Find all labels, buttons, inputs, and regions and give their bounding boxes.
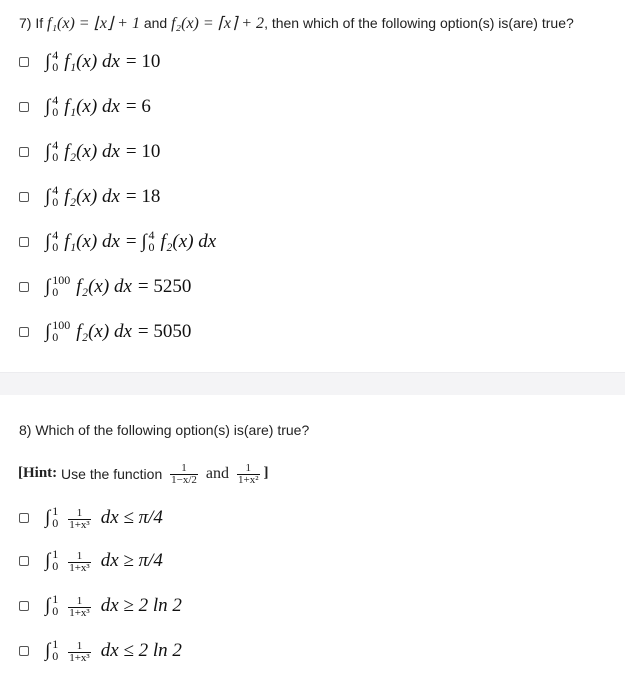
checkbox[interactable] bbox=[19, 237, 29, 247]
integral-sign: ∫ bbox=[45, 595, 51, 616]
checkbox[interactable] bbox=[19, 646, 29, 656]
question-7-stem bbox=[19, 13, 574, 33]
hint-label: Hint: bbox=[23, 465, 58, 481]
integrand: f₂(x) dx bbox=[76, 276, 132, 297]
upper-limit: 4 bbox=[52, 138, 59, 152]
upper-limit: 1 bbox=[52, 504, 59, 518]
checkbox[interactable] bbox=[19, 601, 29, 611]
lower-limit: 0 bbox=[52, 195, 59, 209]
hint-f1-den: 1−x/2 bbox=[171, 474, 197, 486]
checkbox[interactable] bbox=[19, 57, 29, 67]
integral-sign: ∫ bbox=[45, 507, 51, 528]
checkbox[interactable] bbox=[19, 282, 29, 292]
lower-limit: 0 bbox=[52, 330, 59, 344]
rhs-integrand: f₂(x) dx bbox=[160, 231, 217, 252]
question-8-stem: 8) Which of the following option(s) is(are) true? bbox=[19, 422, 310, 438]
integrand: f₂(x) dx bbox=[76, 321, 132, 342]
rhs: dx ≥ 2 ln 2 bbox=[100, 595, 182, 616]
lower-limit: 0 bbox=[52, 60, 59, 74]
checkbox[interactable] bbox=[19, 147, 29, 157]
rhs-integral-sign: = ∫ bbox=[125, 231, 147, 252]
checkbox[interactable] bbox=[19, 102, 29, 112]
rhs: dx ≤ π/4 bbox=[100, 507, 163, 528]
fraction-den: 1+x³ bbox=[69, 651, 90, 664]
stem-prefix: 7) If bbox=[19, 15, 48, 31]
lower-limit: 0 bbox=[52, 285, 59, 299]
integrand: f₁(x) dx bbox=[64, 51, 120, 72]
upper-limit: 1 bbox=[52, 637, 59, 651]
fraction-num: 1 bbox=[76, 506, 83, 519]
lower-limit: 0 bbox=[52, 516, 59, 530]
rhs: = 5050 bbox=[137, 321, 192, 342]
fraction-den: 1+x³ bbox=[69, 606, 90, 619]
hint-and: and bbox=[205, 464, 229, 482]
upper-limit: 1 bbox=[52, 592, 59, 606]
checkbox[interactable] bbox=[19, 513, 29, 523]
integral-sign: ∫ bbox=[45, 550, 51, 571]
upper-limit: 1 bbox=[52, 547, 59, 561]
stem-connector: and bbox=[139, 15, 172, 31]
f2-definition: f₂(x) = ⌈x⌉ + 2 bbox=[171, 15, 265, 32]
q7-option-3[interactable] bbox=[19, 137, 160, 167]
q7-option-6[interactable] bbox=[19, 272, 191, 302]
q8-option-4[interactable] bbox=[19, 636, 182, 666]
q7-option-2[interactable] bbox=[19, 92, 151, 122]
integrand: f₁(x) dx bbox=[64, 96, 120, 117]
integral-sign: ∫ bbox=[45, 96, 51, 117]
rhs: = 6 bbox=[125, 96, 151, 117]
hint-f2-den: 1+x² bbox=[238, 474, 259, 486]
rhs: dx ≤ 2 ln 2 bbox=[100, 640, 182, 661]
fraction-den: 1+x³ bbox=[69, 518, 90, 531]
hint-line bbox=[18, 462, 269, 485]
rhs-lower-limit: 0 bbox=[148, 240, 155, 254]
lower-limit: 0 bbox=[52, 604, 59, 618]
integral-sign: ∫ bbox=[45, 321, 51, 342]
integrand: f₂(x) dx bbox=[64, 186, 120, 207]
q7-option-4[interactable] bbox=[19, 182, 160, 212]
checkbox[interactable] bbox=[19, 192, 29, 202]
hint-text: Use the function bbox=[57, 465, 167, 482]
integrand: f₂(x) dx bbox=[64, 141, 120, 162]
q7-option-5[interactable] bbox=[19, 227, 216, 257]
rhs: = 5250 bbox=[137, 276, 192, 297]
integral-sign: ∫ bbox=[45, 276, 51, 297]
integral-sign: ∫ bbox=[45, 640, 51, 661]
upper-limit: 4 bbox=[52, 48, 59, 62]
checkbox[interactable] bbox=[19, 327, 29, 337]
upper-limit: 100 bbox=[52, 318, 71, 332]
q7-option-1[interactable] bbox=[19, 47, 160, 77]
q8-option-2[interactable] bbox=[19, 546, 163, 576]
f1-definition: f₁(x) = ⌊x⌋ + 1 bbox=[47, 15, 140, 32]
q8-option-1[interactable] bbox=[19, 503, 163, 533]
lower-limit: 0 bbox=[52, 240, 59, 254]
lower-limit: 0 bbox=[52, 559, 59, 573]
upper-limit: 4 bbox=[52, 183, 59, 197]
stem-suffix: , then which of the following option(s) is(are) true? bbox=[264, 15, 574, 31]
integral-sign: ∫ bbox=[45, 51, 51, 72]
integral-sign: ∫ bbox=[45, 186, 51, 207]
hint-f2-num: 1 bbox=[245, 462, 251, 474]
rhs-upper-limit: 4 bbox=[148, 228, 155, 242]
hint-close-bracket: ] bbox=[263, 465, 269, 481]
lower-limit: 0 bbox=[52, 649, 59, 663]
fraction-den: 1+x³ bbox=[69, 561, 90, 574]
upper-limit: 100 bbox=[52, 273, 71, 287]
lower-limit: 0 bbox=[52, 150, 59, 164]
fraction-num: 1 bbox=[76, 549, 83, 562]
integral-sign: ∫ bbox=[45, 231, 51, 252]
upper-limit: 4 bbox=[52, 228, 59, 242]
q7-option-7[interactable] bbox=[19, 317, 191, 347]
fraction-num: 1 bbox=[76, 594, 83, 607]
upper-limit: 4 bbox=[52, 93, 59, 107]
checkbox[interactable] bbox=[19, 556, 29, 566]
rhs: dx ≥ π/4 bbox=[100, 550, 163, 571]
fraction-num: 1 bbox=[76, 639, 83, 652]
lower-limit: 0 bbox=[52, 105, 59, 119]
rhs: = 10 bbox=[125, 51, 161, 72]
rhs: = 10 bbox=[125, 141, 161, 162]
q8-option-3[interactable] bbox=[19, 591, 182, 621]
hint-open-bracket: [ bbox=[18, 465, 23, 481]
integral-sign: ∫ bbox=[45, 141, 51, 162]
rhs: = 18 bbox=[125, 186, 161, 207]
section-divider bbox=[0, 372, 625, 395]
integrand: f₁(x) dx bbox=[64, 231, 120, 252]
hint-f1-num: 1 bbox=[181, 462, 187, 474]
